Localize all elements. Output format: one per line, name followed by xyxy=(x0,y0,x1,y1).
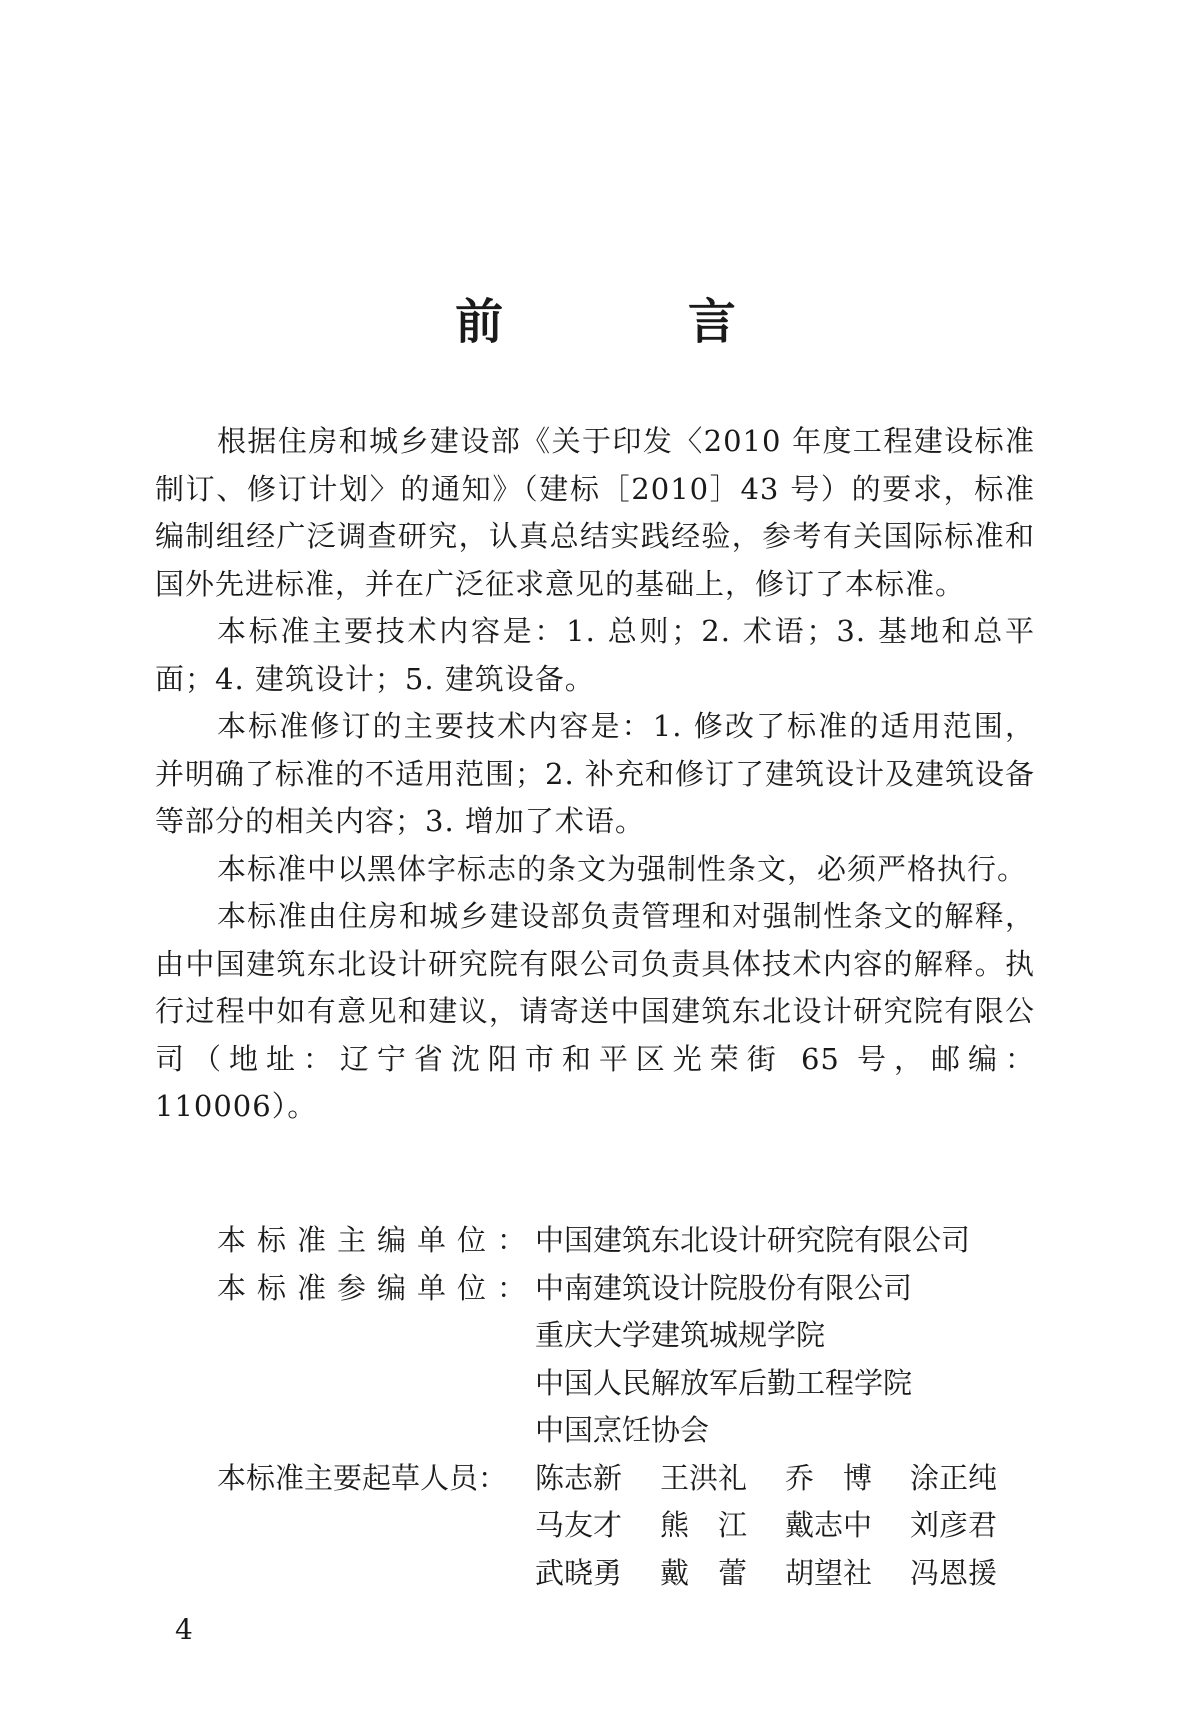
chief-unit-value: 中国建筑东北设计研究院有限公司 xyxy=(535,1223,971,1257)
participating-unit: 中国人民解放军后勤工程学院 xyxy=(535,1365,913,1400)
drafter-name: 胡望社 xyxy=(785,1555,873,1590)
participating-unit: 中南建筑设计院股份有限公司 xyxy=(535,1270,913,1305)
paragraph: 本标准修订的主要技术内容是：1. 修改了标准的适用范围，并明确了标准的不适用范围；2. 补充和修订了建筑设计及建筑设备等部分的相关内容；3. 增加了术语。 xyxy=(155,709,1035,838)
foreword-body xyxy=(155,418,1035,1131)
paragraph: 本标准中以黑体字标志的条文为强制性条文，必须严格执行。 xyxy=(217,851,1028,886)
participating-units-list xyxy=(535,1265,912,1455)
drafter-name: 刘彦君 xyxy=(910,1508,998,1542)
paragraph: 本标准由住房和城乡建设部负责管理和对强制性条文的解释，由中国建筑东北设计研究院有限公司负责具体技术内容的解释。执行过程中如有意见和建议，请寄送中国建筑东北设计研究院有限公司（地址：辽宁省沈阳市和平区光荣街 65 号，邮编：110006）。 xyxy=(155,899,1035,1123)
paragraph: 本标准主要技术内容是：1. 总则；2. 术语；3. 基地和总平面；4. 建筑设计；5. 建筑设备。 xyxy=(155,614,1035,696)
drafter-name: 涂正纯 xyxy=(910,1460,998,1495)
drafter-name: 王洪礼 xyxy=(660,1460,748,1495)
drafter-name: 戴 蕾 xyxy=(660,1555,748,1590)
drafter-name: 乔 博 xyxy=(785,1460,873,1495)
drafter-name: 熊 江 xyxy=(660,1508,748,1542)
units-section xyxy=(155,1217,1035,1597)
drafter-name: 武晓勇 xyxy=(535,1555,623,1590)
drafter-name: 戴志中 xyxy=(785,1508,873,1542)
drafters-label: 本标准主要起草人员： xyxy=(217,1460,508,1495)
participating-units-row xyxy=(155,1265,1035,1455)
drafter-name: 马友才 xyxy=(535,1508,623,1542)
chief-unit-row xyxy=(155,1217,1035,1265)
drafter-name: 陈志新 xyxy=(535,1460,623,1495)
page-title: 前 言 xyxy=(455,294,820,350)
page-number: 4 xyxy=(175,1613,193,1646)
chief-unit-label: 本标准主编单位： xyxy=(217,1223,538,1257)
participating-unit: 重庆大学建筑城规学院 xyxy=(535,1318,826,1352)
drafters-row xyxy=(155,1455,1035,1598)
drafters-list xyxy=(535,1455,1035,1598)
participating-units-label: 本标准参编单位： xyxy=(217,1270,538,1305)
paragraph: 根据住房和城乡建设部《关于印发〈2010 年度工程建设标准制订、修订计划〉的通知》（建标［2010］43 号）的要求，标准编制组经广泛调查研究，认真总结实践经验，参考有关国际标准和国外先进标准，并在广泛征求意见的基础上，修订了本标准。 xyxy=(155,424,1035,601)
participating-unit: 中国烹饪协会 xyxy=(535,1413,710,1447)
drafter-name: 冯恩援 xyxy=(910,1555,998,1590)
